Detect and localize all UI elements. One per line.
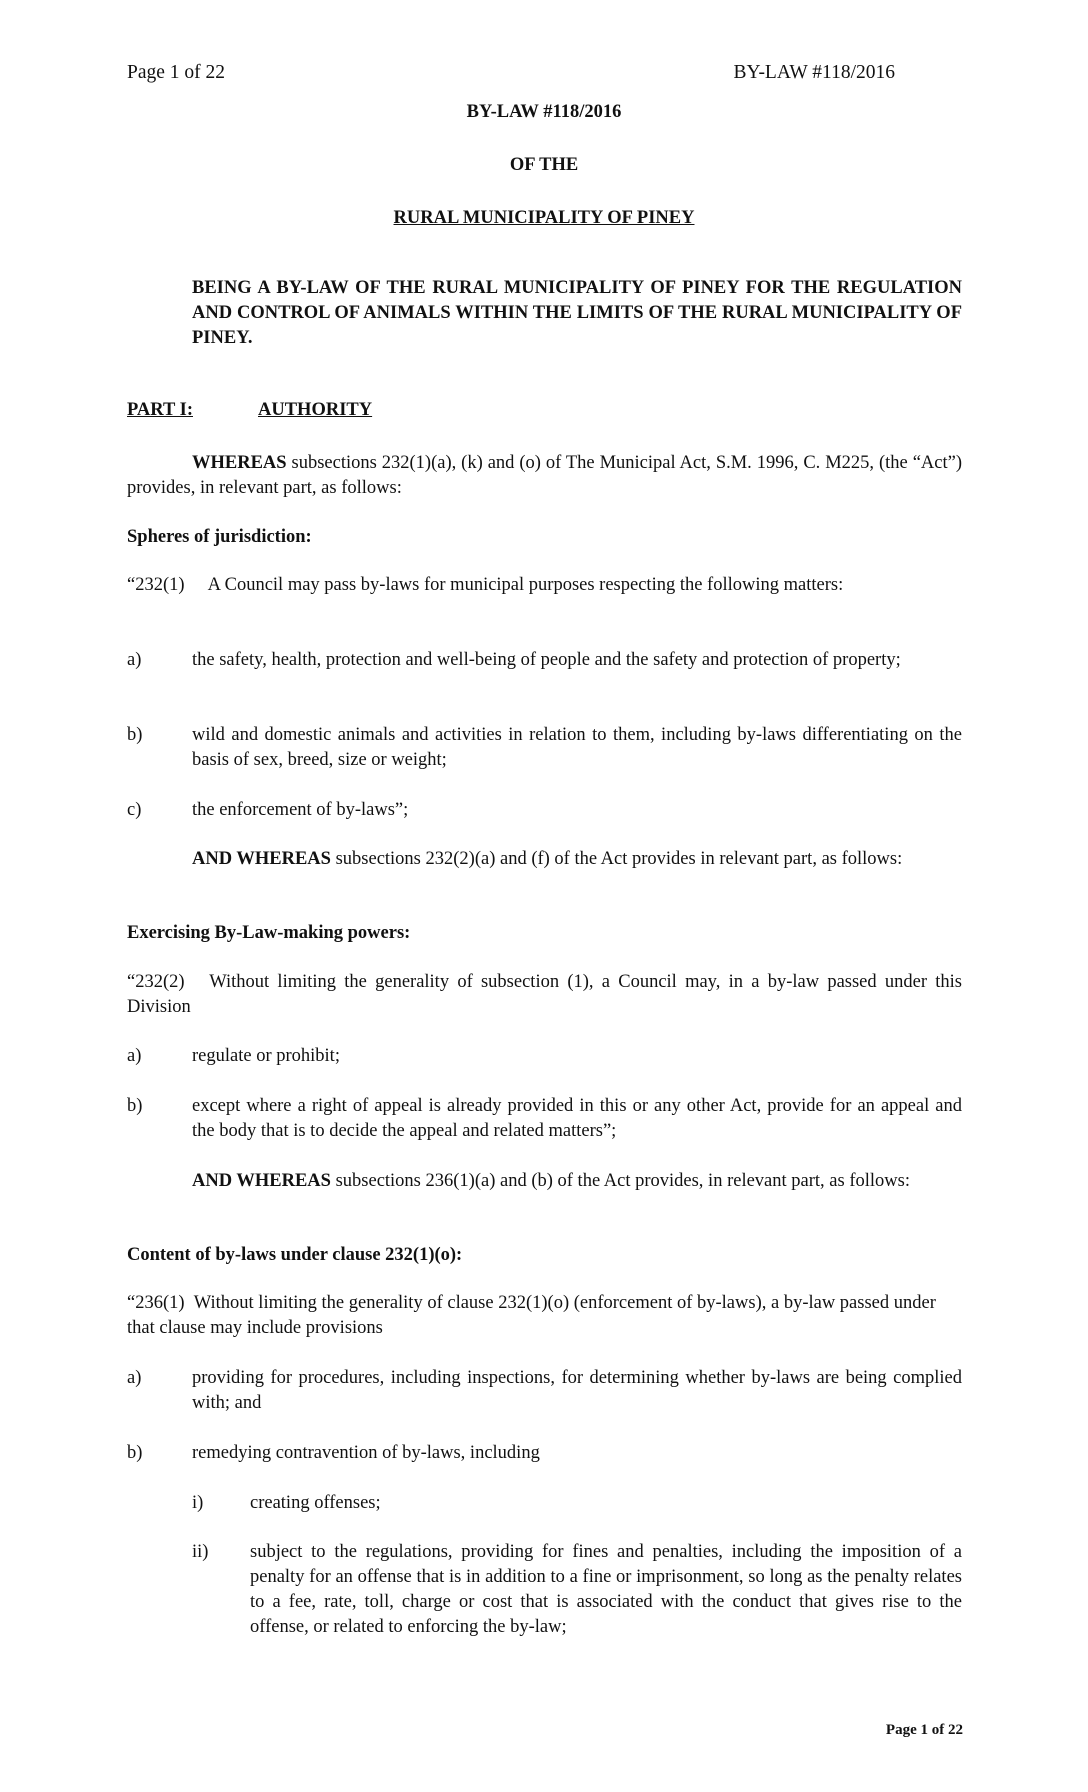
header-doc-number: BY-LAW #118/2016 <box>733 62 895 83</box>
section-intro-232-1: “232(1) A Council may pass by-laws for municipal purposes respecting the following matters: <box>127 575 844 595</box>
part-title: AUTHORITY <box>258 400 373 420</box>
list-item-label: c) <box>127 800 142 820</box>
section-heading-spheres: Spheres of jurisdiction: <box>127 527 312 547</box>
list-item-text: wild and domestic animals and activities in relation to them, including by-laws differentiating on the basis of sex, breed, size or weight; <box>192 725 962 770</box>
list-item-label: b) <box>127 1096 143 1116</box>
list-item-text: regulate or prohibit; <box>192 1046 340 1066</box>
title-municipality: RURAL MUNICIPALITY OF PINEY <box>393 208 695 228</box>
sub-item-text: creating offenses; <box>250 1493 381 1513</box>
title-bylaw-number: BY-LAW #118/2016 <box>466 102 622 122</box>
preamble: BEING A BY-LAW OF THE RURAL MUNICIPALITY OF PINEY FOR THE REGULATION AND CONTROL OF ANIMALS WITHIN THE LIMITS OF THE RURAL MUNICIPALITY OF PINEY. <box>192 278 962 348</box>
section-intro-232-2: “232(2) Without limiting the generality of subsection (1), a Council may, in a by-law passed under this Division <box>127 972 962 1017</box>
section-heading-content: Content of by-laws under clause 232(1)(o): <box>127 1245 463 1265</box>
title-of-the: OF THE <box>509 155 579 175</box>
whereas-text: subsections 236(1)(a) and (b) of the Act provides, in relevant part, as follows: <box>330 1171 910 1191</box>
section-intro-236-1: “236(1) Without limiting the generality of clause 232(1)(o) (enforcement of by-laws), a by-law passed under that clause may include provisions <box>127 1293 936 1338</box>
list-item-text: remedying contravention of by-laws, including <box>192 1443 540 1463</box>
list-item-label: a) <box>127 1046 142 1066</box>
list-item-label: a) <box>127 650 142 670</box>
sub-item-label: i) <box>192 1493 204 1513</box>
list-item-label: b) <box>127 725 143 745</box>
sub-item-text: subject to the regulations, providing for fines and penalties, including the imposition of a penalty for an offense that is in addition to a fine or imprisonment, so long as the penalty relates to a fee, rate, toll, charge or cost that is associated with the conduct that gives rise to the offense, or related to enforcing the by-law; <box>250 1542 962 1637</box>
list-item-text: the safety, health, protection and well-being of people and the safety and protection of property; <box>192 650 901 670</box>
whereas-text: subsections 232(2)(a) and (f) of the Act provides in relevant part, as follows: <box>330 849 903 869</box>
header-page-number: Page 1 of 22 <box>127 62 226 83</box>
part-number: PART I: <box>127 400 193 420</box>
sub-item-label: ii) <box>192 1542 209 1562</box>
section-heading-bylaw-powers: Exercising By-Law-making powers: <box>127 923 411 943</box>
footer-page-number: Page 1 of 22 <box>885 1722 963 1738</box>
whereas-text: subsections 232(1)(a), (k) and (o) of The Municipal Act, S.M. 1996, C. M225, (the “Act”) provides, in relevant part, as follows: <box>127 453 962 498</box>
list-item-text: providing for procedures, including inspections, for determining whether by-laws are being complied with; and <box>192 1368 962 1413</box>
list-item-text: except where a right of appeal is already provided in this or any other Act, provide for an appeal and the body that is to decide the appeal and related matters”; <box>192 1096 962 1141</box>
whereas-paragraph-1 <box>127 451 962 501</box>
whereas-paragraph-3 <box>127 1169 962 1194</box>
list-item-label: a) <box>127 1368 142 1388</box>
list-item-text: the enforcement of by-laws”; <box>192 800 409 820</box>
whereas-lead: AND WHEREAS <box>192 849 331 869</box>
whereas-paragraph-2 <box>127 847 962 872</box>
list-item-label: b) <box>127 1443 143 1463</box>
whereas-lead: AND WHEREAS <box>192 1171 331 1191</box>
whereas-lead: WHEREAS <box>192 453 287 473</box>
